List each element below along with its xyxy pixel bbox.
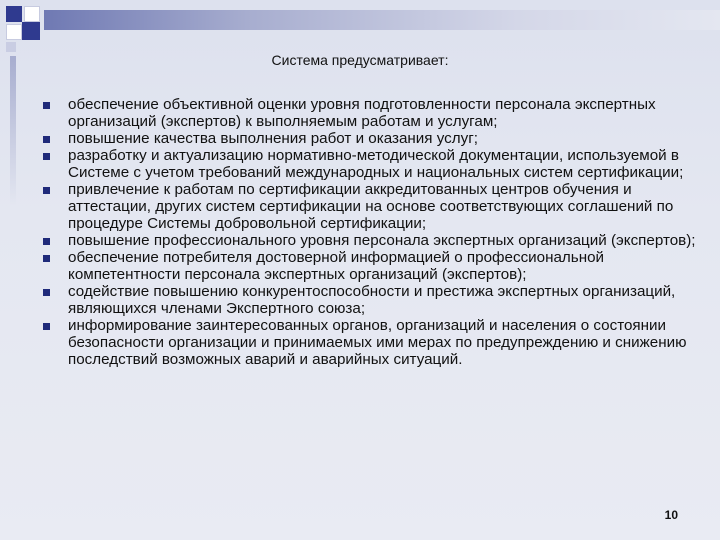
- square-bullet-icon: [43, 238, 50, 245]
- list-item: [40, 181, 700, 232]
- list-item-text: обеспечение объективной оценки уровня подготовленности персонала экспертных организаций (экспертов) к выполняемым работам и услугам;: [68, 96, 656, 130]
- decor-square: [22, 22, 40, 40]
- list-item-text: привлечение к работам по сертификации аккредитованных центров обучения и аттестации, других систем сертификации на основе соответствующих соглашений по процедуре Системы добровольной сертификации;: [68, 181, 674, 232]
- square-bullet-icon: [43, 102, 50, 109]
- square-bullet-icon: [43, 323, 50, 330]
- list-item-text: обеспечение потребителя достоверной информацией о профессиональной компетентности персонала экспертных организаций (экспертов);: [68, 249, 605, 283]
- decor-side-bar: [10, 56, 16, 206]
- list-item-text: разработку и актуализацию нормативно-методической документации, используемой в Системе с учетом требований международных и национальных систем сертификации;: [68, 147, 684, 181]
- list-item-text: повышение качества выполнения работ и оказания услуг;: [68, 130, 478, 147]
- bullet-list: [40, 96, 700, 368]
- square-bullet-icon: [43, 153, 50, 160]
- square-bullet-icon: [43, 187, 50, 194]
- list-item: [40, 283, 700, 317]
- list-item: [40, 249, 700, 283]
- decor-header-bar: [44, 10, 720, 30]
- square-bullet-icon: [43, 289, 50, 296]
- decor-square: [6, 24, 22, 40]
- list-item: [40, 317, 700, 368]
- slide-title: Система предусматривает:: [271, 52, 449, 68]
- list-item-text: повышение профессионального уровня персонала экспертных организаций (экспертов);: [68, 232, 696, 249]
- square-bullet-icon: [43, 255, 50, 262]
- decor-square: [24, 6, 40, 22]
- page-number: 10: [664, 508, 678, 522]
- decor-square: [6, 6, 22, 22]
- list-item-text: содействие повышению конкурентоспособности и престижа экспертных организаций, являющихся членами Экспертного союза;: [68, 283, 676, 317]
- decor-square: [6, 42, 16, 52]
- list-item: [40, 130, 700, 147]
- list-item: [40, 147, 700, 181]
- list-item: [40, 232, 700, 249]
- list-item-text: информирование заинтересованных органов, организаций и населения о состоянии безопасности организации и принимаемых ими мерах по предупреждению и снижению последствий возможных аварий и аварийных ситуаций.: [68, 317, 687, 368]
- list-item: [40, 96, 700, 130]
- square-bullet-icon: [43, 136, 50, 143]
